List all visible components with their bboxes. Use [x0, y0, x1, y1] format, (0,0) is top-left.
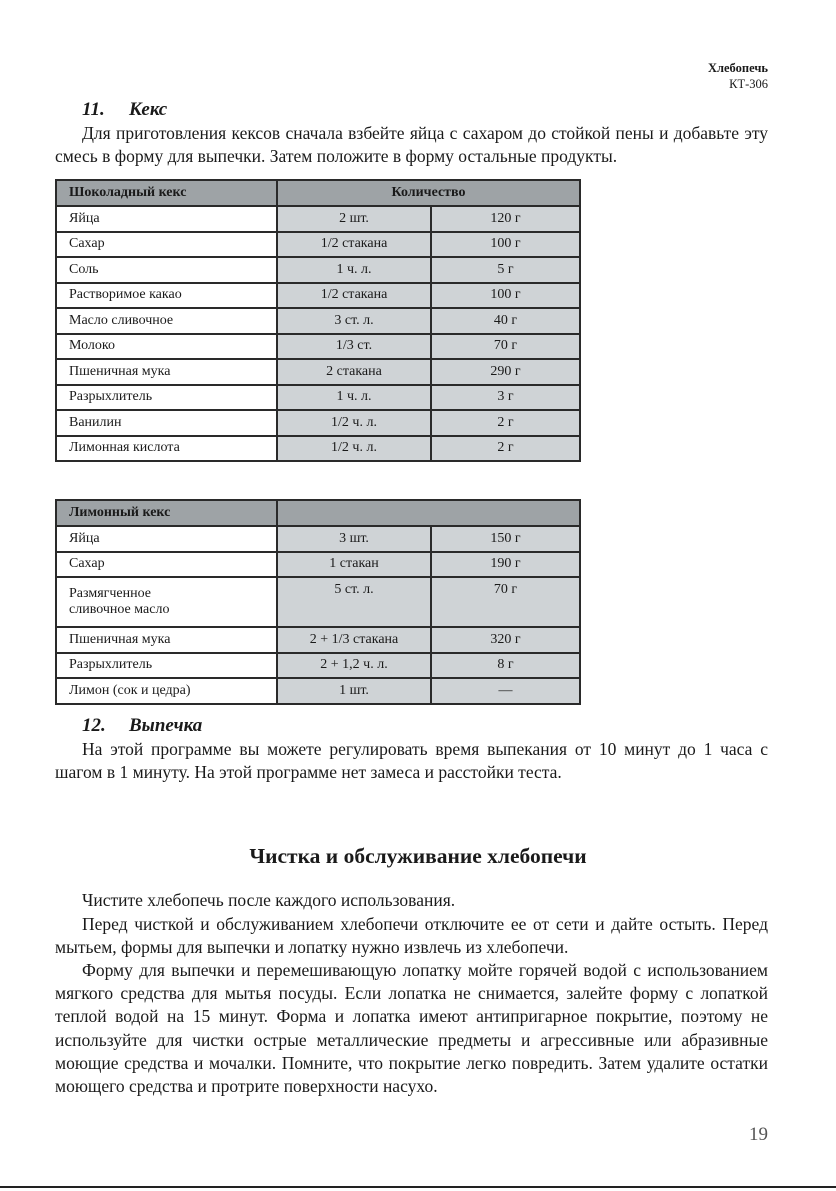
ingredient-weight: 70 г: [431, 577, 580, 627]
lemon-cake-table: [55, 499, 581, 705]
ingredient-name: Сахар: [56, 552, 277, 578]
ingredient-name: Пшеничная мука: [56, 627, 277, 653]
ingredient-name: Лимон (сок и цедра): [56, 678, 277, 704]
ingredient-name: Растворимое какао: [56, 283, 277, 309]
ingredient-weight: 2 г: [431, 436, 580, 462]
cleaning-paragraph-1: Чистите хлебопечь после каждого использования.: [82, 890, 456, 910]
ingredient-name: Сахар: [56, 232, 277, 258]
ingredient-name: Ванилин: [56, 410, 277, 436]
section-12-title: [82, 715, 202, 737]
table-row: [56, 359, 580, 385]
section-11-name: Кекс: [129, 99, 168, 120]
ingredient-measure: 2 стакана: [277, 359, 431, 385]
table-row: [56, 206, 580, 232]
ingredient-name: Разрыхлитель: [56, 385, 277, 411]
bottom-rule: [0, 1186, 836, 1188]
section-11-number: 11.: [82, 99, 105, 120]
ingredient-measure: 5 ст. л.: [277, 577, 431, 627]
page-header: [708, 60, 768, 92]
page-number: 19: [749, 1124, 768, 1145]
table-header-quantity: [277, 500, 580, 526]
table-header-quantity: Количество: [277, 180, 580, 206]
ingredient-name: Яйца: [56, 526, 277, 552]
ingredient-name: Лимонная кислота: [56, 436, 277, 462]
ingredient-weight: 8 г: [431, 653, 580, 679]
table-header-row: [56, 180, 580, 206]
ingredient-weight: 120 г: [431, 206, 580, 232]
section-12-number: 12.: [82, 715, 106, 736]
ingredient-name: Разрыхлитель: [56, 653, 277, 679]
chocolate-cake-table: [55, 179, 581, 462]
ingredient-weight: 320 г: [431, 627, 580, 653]
table-header-name: Шоколадный кекс: [56, 180, 277, 206]
section-12-text: На этой программе вы можете регулировать время выпекания от 10 минут до 1 часа с шагом в 1 минуту. На этой программе нет замеса и расстойки теста.: [55, 739, 768, 783]
ingredient-weight: 150 г: [431, 526, 580, 552]
section-11-title: [82, 99, 167, 121]
ingredient-measure: 2 шт.: [277, 206, 431, 232]
table-row: [56, 385, 580, 411]
ingredient-name: Молоко: [56, 334, 277, 360]
ingredient-measure: 1/2 ч. л.: [277, 436, 431, 462]
ingredient-measure: 1 стакан: [277, 552, 431, 578]
ingredient-measure: 3 шт.: [277, 526, 431, 552]
ingredient-name: Пшеничная мука: [56, 359, 277, 385]
table-row: [56, 410, 580, 436]
table-header-row: [56, 500, 580, 526]
cleaning-paragraph-2: Перед чисткой и обслуживанием хлебопечи отключите ее от сети и дайте остыть. Перед мытьем, формы для выпечки и лопатку нужно извлечь из хлебопечи.: [55, 914, 768, 958]
ingredient-measure: 1 ч. л.: [277, 385, 431, 411]
ingredient-weight: 290 г: [431, 359, 580, 385]
table-row: [56, 308, 580, 334]
ingredient-name: Размягченное сливочное масло: [56, 577, 277, 627]
ingredient-measure: 3 ст. л.: [277, 308, 431, 334]
table-header-name: Лимонный кекс: [56, 500, 277, 526]
ingredient-measure: 1 шт.: [277, 678, 431, 704]
table-row: [56, 678, 580, 704]
table-row: [56, 436, 580, 462]
ingredient-name: Соль: [56, 257, 277, 283]
table-row: [56, 653, 580, 679]
ingredient-weight: 2 г: [431, 410, 580, 436]
ingredient-weight: 190 г: [431, 552, 580, 578]
ingredient-measure: 2 + 1/3 стакана: [277, 627, 431, 653]
table-row: [56, 232, 580, 258]
section-12-name: Выпечка: [129, 715, 203, 736]
table-row: [56, 526, 580, 552]
ingredient-measure: 2 + 1,2 ч. л.: [277, 653, 431, 679]
ingredient-measure: 1 ч. л.: [277, 257, 431, 283]
section-11-intro: Для приготовления кексов сначала взбейте яйца с сахаром до стойкой пены и добавьте эту смесь в форму для выпечки. Затем положите в форму остальные продукты.: [55, 123, 768, 167]
ingredient-name: Яйца: [56, 206, 277, 232]
cleaning-paragraph-3: Форму для выпечки и перемешивающую лопатку мойте горячей водой с использованием мягкого средства для мытья посуды. Если лопатка не снимается, залейте форму с лопаткой теплой водой на 15 минут. Форма и лопатка имеют антипригарное покрытие, поэтому не используйте для чистки острые металлические предметы и агрессивные или абразивные моющие средства и мочалки. Помните, что покрытие легко повредить. Затем удалите остатки моющего средства и протрите поверхности насухо.: [55, 960, 768, 1097]
table-row: [56, 627, 580, 653]
ingredient-weight: 40 г: [431, 308, 580, 334]
table-row: [56, 334, 580, 360]
header-model: КТ-306: [729, 77, 768, 91]
ingredient-weight: 70 г: [431, 334, 580, 360]
ingredient-weight: 3 г: [431, 385, 580, 411]
table-row: [56, 577, 580, 627]
ingredient-weight: 100 г: [431, 283, 580, 309]
table-row: [56, 257, 580, 283]
ingredient-name: Масло сливочное: [56, 308, 277, 334]
ingredient-weight: 100 г: [431, 232, 580, 258]
table-row: [56, 552, 580, 578]
ingredient-weight: —: [431, 678, 580, 704]
ingredient-measure: 1/3 ст.: [277, 334, 431, 360]
table-row: [56, 283, 580, 309]
header-brand: Хлебопечь: [707, 61, 768, 75]
ingredient-measure: 1/2 ч. л.: [277, 410, 431, 436]
ingredient-measure: 1/2 стакана: [277, 283, 431, 309]
cleaning-heading: Чистка и обслуживание хлебопечи: [249, 844, 587, 868]
ingredient-weight: 5 г: [431, 257, 580, 283]
ingredient-measure: 1/2 стакана: [277, 232, 431, 258]
